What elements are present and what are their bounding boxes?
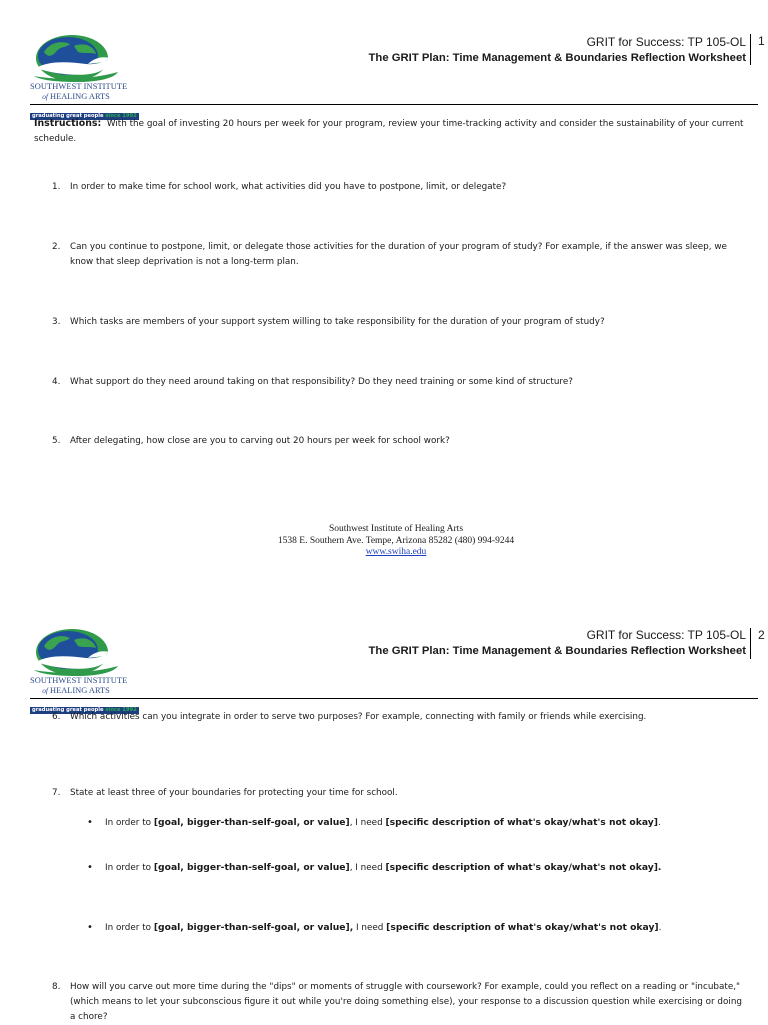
course-title: GRIT for Success: TP 105-OL (586, 628, 746, 642)
header-rule (30, 104, 758, 105)
boundary-description: [specific description of what's okay/what's not okay] (386, 922, 659, 933)
question-8: 8. How will you carve out more time during the "dips" or moments of struggle with coursework? For example, could you reflect on a reading or "incubate," (which means to let your subconscious figure it out while you're doing something else), your response to a discussion question while exercising or doing a chore? (52, 980, 742, 1025)
tagline-text: graduating great people (32, 707, 104, 713)
question-7: 7. State at least three of your boundaries for protecting your time for school. (52, 786, 747, 801)
course-title: GRIT for Success: TP 105-OL (586, 35, 746, 49)
page-number: 2 (750, 628, 765, 659)
school-logo (30, 34, 137, 121)
logo-name-line2: HEALING ARTS (50, 686, 110, 695)
header-rule (30, 698, 758, 699)
page1-header (369, 35, 746, 65)
worksheet-title: The GRIT Plan: Time Management & Boundaries Reflection Worksheet (368, 645, 746, 657)
school-logo-page2 (30, 628, 137, 715)
boundary-item-2: • In order to [goal, bigger-than-self-goal, or value], I need [specific description of what's okay/what's not okay]. (87, 862, 662, 873)
footer-address: 1538 E. Southern Ave. Tempe, Arizona 85282 (480) 994-9244 (277, 535, 515, 546)
logo-name-line1: SOUTHWEST INSTITUTE (30, 82, 128, 91)
question-3: 3. Which tasks are members of your support system willing to take responsibility for the duration of your program of study? (52, 315, 747, 330)
logo-name-prefix: of (42, 686, 48, 695)
globe-swan-icon (30, 34, 122, 82)
boundary-description: [specific description of what's okay/what's not okay] (385, 817, 658, 828)
question-text: Which tasks are members of your support system willing to take responsibility for the duration of your program of study? (70, 317, 605, 327)
tagline-accent: since 1992 (105, 113, 137, 119)
page2-header (369, 628, 746, 658)
footer-org: Southwest Institute of Healing Arts (328, 524, 464, 534)
question-4: 4. What support do they need around taking on that responsibility? Do they need training or some kind of structure? (52, 375, 747, 390)
question-text: Can you continue to postpone, limit, or delegate those activities for the duration of your program of study? For example, if the answer was sleep, we know that sleep deprivation is not a long-term plan. (70, 242, 727, 267)
question-text: Which activities can you integrate in order to serve two purposes? For example, connecting with family or friends while exercising. (70, 712, 647, 722)
page-number: 1 (750, 34, 765, 65)
question-text: After delegating, how close are you to carving out 20 hours per week for school work? (70, 436, 450, 446)
boundary-item-3: • In order to [goal, bigger-than-self-goal, or value], I need [specific description of what's okay/what's not okay]. (87, 922, 662, 933)
bullet-icon: • (87, 817, 93, 828)
boundary-goal: [goal, bigger-than-self-goal, or value], (153, 922, 354, 933)
boundary-goal: [goal, bigger-than-self-goal, or value] (153, 862, 350, 873)
boundary-description: [specific description of what's okay/what's not okay]. (385, 862, 662, 873)
logo-name-prefix: of (42, 92, 48, 101)
question-5: 5. After delegating, how close are you to carving out 20 hours per week for school work? (52, 434, 747, 449)
question-text: State at least three of your boundaries for protecting your time for school. (70, 788, 398, 798)
question-6: 6. Which activities can you integrate in order to serve two purposes? For example, connecting with family or friends while exercising. (52, 710, 747, 725)
page-footer (0, 524, 768, 559)
instructions-text: With the goal of investing 20 hours per week for your program, review your time-tracking activity and consider the sustainability of your current schedule. (34, 119, 744, 144)
question-1: 1. In order to make time for school work, what activities did you have to postpone, limit, or delegate? (52, 180, 747, 195)
question-2: 2. Can you continue to postpone, limit, or delegate those activities for the duration of your program of study? For example, if the answer was sleep, we know that sleep deprivation is not a long-term plan. (52, 240, 747, 270)
instructions-label: Instructions: (34, 118, 102, 129)
boundary-goal: [goal, bigger-than-self-goal, or value] (153, 817, 350, 828)
logo-name-line2: HEALING ARTS (50, 92, 110, 101)
logo-name-line1: SOUTHWEST INSTITUTE (30, 676, 128, 685)
tagline-text: graduating great people (32, 113, 104, 119)
question-text: In order to make time for school work, what activities did you have to postpone, limit, or delegate? (70, 182, 507, 192)
boundary-item-1: • In order to [goal, bigger-than-self-goal, or value], I need [specific description of what's okay/what's not okay]. (87, 817, 661, 828)
question-text: What support do they need around taking on that responsibility? Do they need training or some kind of structure? (70, 377, 573, 387)
tagline-accent: since 1992 (105, 707, 137, 713)
instructions (34, 116, 746, 147)
bullet-icon: • (87, 922, 93, 933)
footer-website-link[interactable]: www.swiha.edu (365, 547, 427, 557)
worksheet-title: The GRIT Plan: Time Management & Boundaries Reflection Worksheet (368, 52, 746, 64)
bullet-icon: • (87, 862, 93, 873)
question-text: How will you carve out more time during the "dips" or moments of struggle with coursework? For example, could you reflect on a reading or "incubate," (which means to let your subconscious figure it out while you're doing something else), your response to a discussion question while exercising or doing a chore? (70, 982, 742, 1022)
globe-swan-icon (30, 628, 122, 676)
